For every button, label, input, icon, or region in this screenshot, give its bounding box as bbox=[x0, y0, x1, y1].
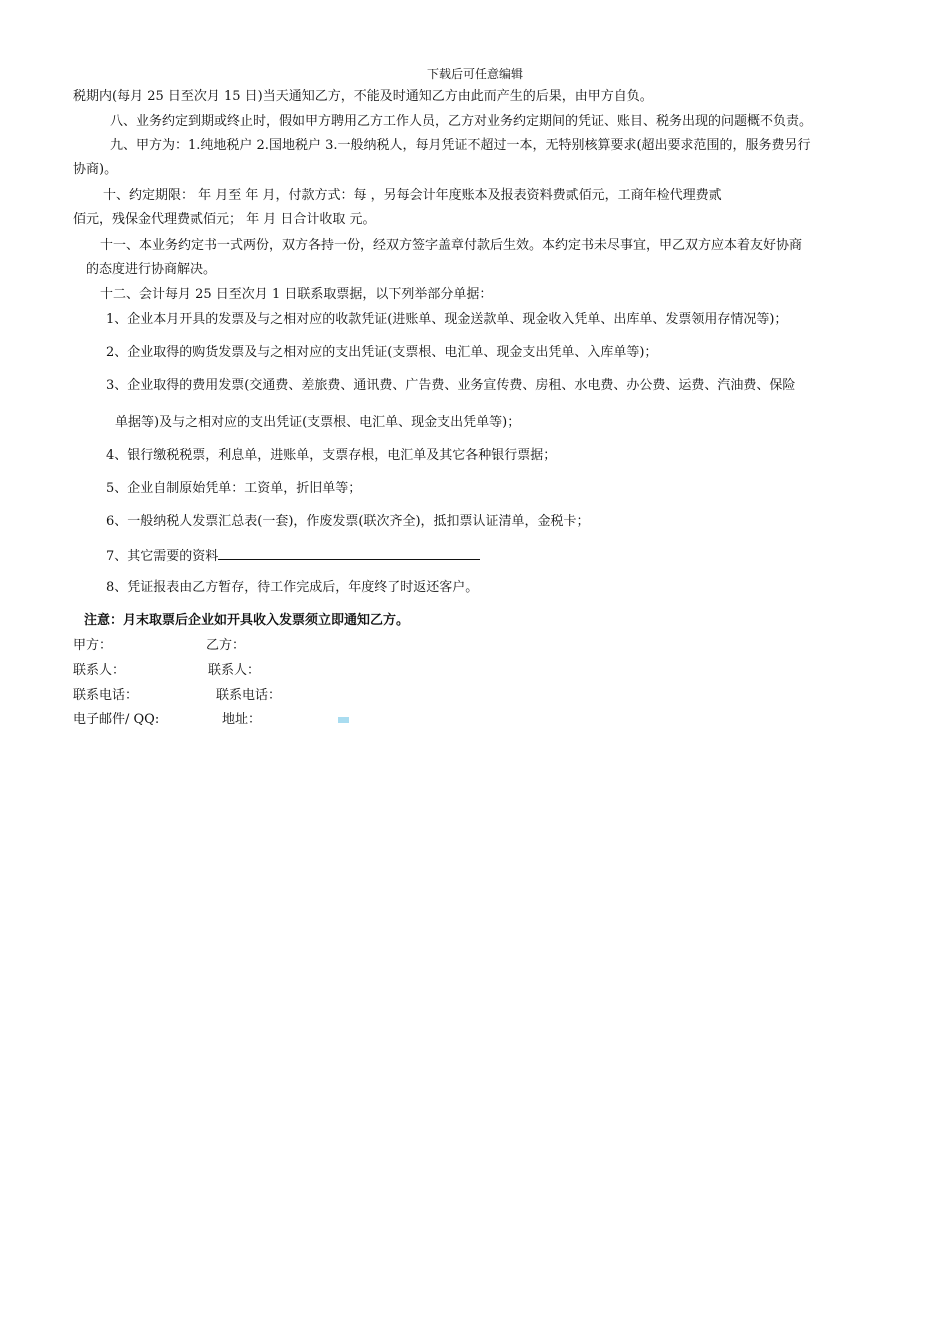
clause-8: 八、业务约定到期或终止时，假如甲方聘用乙方工作人员，乙方对业务约定期间的凭证、账目、税务出现的问题概不负责。 bbox=[110, 114, 813, 129]
email-a-label: 电子邮件/ QQ: bbox=[73, 712, 160, 727]
party-a-label: 甲方： bbox=[73, 638, 113, 653]
list-item-8: 8、凭证报表由乙方暂存，待工作完成后，年度终了时返还客户。 bbox=[106, 580, 479, 595]
clause-9-line2: 协商)。 bbox=[73, 162, 118, 177]
clause-9-line1: 九、甲方为：1.纯地税户 2.国地税户 3.一般纳税人，每月凭证不超过一本，无特别核算要求(超出要求范围的，服务费另行 bbox=[110, 138, 811, 153]
list-item-6: 6、一般纳税人发票汇总表(一套)，作废发票(联次齐全)，抵扣票认证清单，金税卡； bbox=[106, 514, 590, 529]
list-item-7 bbox=[106, 547, 480, 565]
page-header: 下载后可任意编辑 bbox=[426, 67, 523, 81]
clause-7-tail: 税期内(每月 25 日至次月 15 日)当天通知乙方，不能及时通知乙方由此而产生的后果，由甲方自负。 bbox=[73, 89, 653, 104]
clause-11-line1: 十一、本业务约定书一式两份，双方各持一份，经双方签字盖章付款后生效。本约定书未尽事宜，甲乙双方应本着友好协商 bbox=[100, 238, 803, 253]
list-item-2: 2、企业取得的购货发票及与之相对应的支出凭证(支票根、电汇单、现金支出凭单、入库单等)； bbox=[106, 345, 658, 360]
contact-a-label: 联系人： bbox=[73, 663, 126, 678]
clause-11-line2: 的态度进行协商解决。 bbox=[86, 262, 217, 277]
fill-in-blank-line bbox=[218, 547, 480, 560]
contact-b-label: 联系人： bbox=[208, 663, 261, 678]
phone-a-label: 联系电话： bbox=[73, 688, 139, 703]
clause-12: 十二、会计每月 25 日至次月 1 日联系取票据，以下列举部分单据： bbox=[100, 287, 493, 302]
notice: 注意：月末取票后企业如开具收入发票须立即通知乙方。 bbox=[84, 613, 410, 628]
party-b-label: 乙方： bbox=[206, 638, 246, 653]
list-item-3-line2: 单据等)及与之相对应的支出凭证(支票根、电汇单、现金支出凭单等)； bbox=[115, 415, 521, 430]
list-item-4: 4、银行缴税税票，利息单，进账单，支票存根，电汇单及其它各种银行票据； bbox=[106, 448, 557, 463]
highlight-marker bbox=[338, 717, 349, 723]
clause-10-line1: 十、约定期限： 年 月至 年 月，付款方式：每 ，另每会计年度账本及报表资料费贰佰元，工商年检代理费贰 bbox=[103, 188, 722, 203]
address-b-label: 地址： bbox=[222, 712, 262, 727]
clause-10-line2: 佰元，残保金代理费贰佰元； 年 月 日合计收取 元。 bbox=[73, 212, 376, 227]
list-item-3-line1: 3、企业取得的费用发票(交通费、差旅费、通讯费、广告费、业务宣传费、房租、水电费、办公费、运费、汽油费、保险 bbox=[106, 378, 796, 393]
list-item-7-label: 7、其它需要的资料 bbox=[106, 549, 219, 564]
list-item-1: 1、企业本月开具的发票及与之相对应的收款凭证(进账单、现金送款单、现金收入凭单、出库单、发票领用存情况等)； bbox=[106, 312, 788, 327]
phone-b-label: 联系电话： bbox=[216, 688, 282, 703]
list-item-5: 5、企业自制原始凭单：工资单，折旧单等； bbox=[106, 481, 362, 496]
